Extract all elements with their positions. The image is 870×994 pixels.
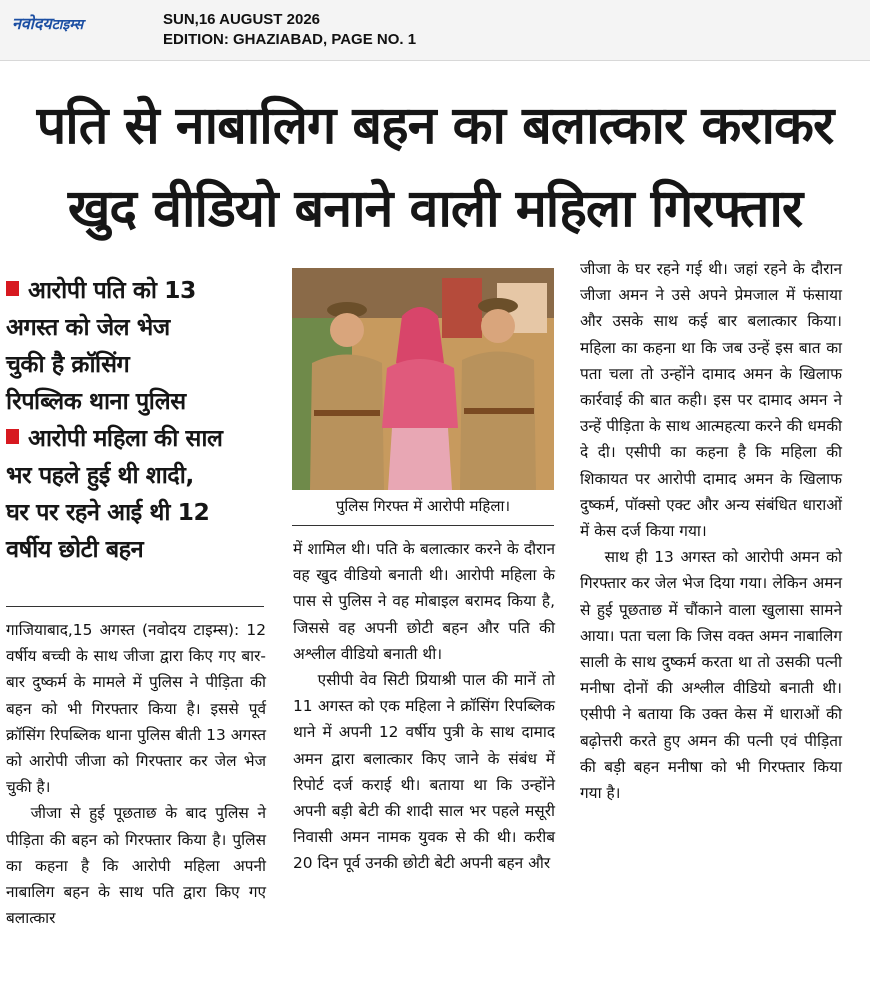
red-square-bullet-icon: [6, 281, 19, 296]
highlight-line: भर पहले हुई थी शादी,: [6, 461, 194, 489]
highlight-line: चुकी है क्रॉसिंग: [6, 350, 130, 378]
highlight-line: आरोपी महिला की साल: [28, 424, 223, 452]
article-paragraph: में शामिल थी। पति के बलात्कार करने के दौरान वह खुद वीडियो बनाती थी। आरोपी महिला के पास से पुलिस ने वह मोबाइल बरामद किया है, जिससे वह अपनी छोटी बहन और पति की अश्लील वीडियो बनाती थी।: [293, 540, 555, 663]
highlights-box: [6, 272, 271, 568]
highlight-line: रिपब्लिक थाना पुलिस: [6, 387, 186, 415]
highlight-line: घर पर रहने आई थी 12: [6, 498, 210, 526]
edition-page: EDITION: GHAZIABAD, PAGE NO. 1: [163, 31, 417, 48]
highlight-item: [6, 272, 271, 420]
highlight-line: वर्षीय छोटी बहन: [6, 535, 144, 563]
article-paragraph: जीजा से हुई पूछताछ के बाद पुलिस ने पीड़िता की बहन को गिरफ्तार किया है। पुलिस का कहना है कि आरोपी महिला अपनी नाबालिग बहन के साथ पति द्वारा किए गए बलात्कार: [6, 804, 266, 928]
page-header: [0, 0, 870, 61]
article-paragraph: गाजियाबाद,15 अगस्त (नवोदय टाइम्स): 12 वर्षीय बच्ची के साथ जीजा द्वारा किए गए बार-बार दुष्कर्म के मामले में पुलिस ने पीड़िता की बहन को भी गिरफ्तार किया है। इससे पूर्व क्रॉसिंग रिपब्लिक थाना पुलिस बीती 13 अगस्त को आरोपी जीजा को गिरफ्तार कर जेल भेज चुकी है।: [6, 621, 266, 797]
newspaper-logo[interactable]: [12, 12, 83, 34]
article-column-1: [6, 617, 266, 931]
publication-date: SUN,16 AUGUST 2026: [163, 11, 321, 28]
red-square-bullet-icon: [6, 429, 19, 444]
news-photo: [292, 268, 554, 490]
police-officers-photo-icon: [292, 268, 554, 490]
edition-info: [163, 10, 416, 50]
logo-sub: टाइम्स: [51, 17, 84, 33]
headline-line-1: पति से नाबालिग बहन का बलात्कार कराकर: [36, 96, 834, 156]
article-paragraph: एसीपी वेव सिटी प्रियाश्री पाल की मानें तो 11 अगस्त को एक महिला ने क्रॉसिंग रिपब्लिक थाने में अपनी 12 वर्षीय पुत्री के साथ दामाद अमन द्वारा बलात्कार किए जाने के संबंध में रिपोर्ट दर्ज कराई थी। बताया था कि उन्होंने अपनी बड़ी बेटी की शादी साल भर पहले मसूरी निवासी अमन नामक युवक से की थी। करीब 20 दिन पूर्व उनकी छोटी बेटी अपनी बहन और: [293, 671, 555, 873]
highlight-item: [6, 420, 271, 568]
divider: [6, 606, 264, 607]
article-paragraph: साथ ही 13 अगस्त को आरोपी अमन को गिरफ्तार कर जेल भेज दिया गया। लेकिन अमन से हुई पूछताछ में चौंकाने वाला खुलासा सामने आया। पता चला कि जिस वक्त अमन नाबालिग साली के साथ दुष्कर्म करता था तो उसकी पत्नी मनीषा दोनों की अश्लील वीडियो बनाती थी। एसीपी ने बताया कि उक्त केस में धाराओं की बढ़ोत्तरी करते हुए अमन की पत्नी एवं पीड़िता की बड़ी बहन मनीषा को भी गिरफ्तार किया गया है।: [580, 548, 842, 803]
logo-main: नवोदय: [12, 14, 52, 33]
article-column-3: [580, 256, 842, 806]
divider: [292, 525, 554, 526]
photo-caption: पुलिस गिरफ्त में आरोपी महिला।: [335, 497, 511, 515]
highlight-line: आरोपी पति को 13: [28, 276, 196, 304]
headline-line-2: खुद वीडियो बनाने वाली महिला गिरफ्तार: [67, 179, 803, 239]
article-paragraph: जीजा के घर रहने गई थी। जहां रहने के दौरान जीजा अमन ने उसे अपने प्रेमजाल में फंसाया और उसके साथ कई बार बलात्कार किया। महिला का कहना था कि जब उन्हें इस बात का पता चला तो उन्होंने दामाद अमन के खिलाफ कार्रवाई की बात कही। इस पर दामाद अमन ने उन्हें पीड़िता के साथ आत्महत्या करने की धमकी दे दी। एसीपी का कहना है कि महिला की शिकायत पर आरोपी दामाद अमन के खिलाफ दुष्कर्म, पॉक्सो एक्ट और अन्य संबंधित धाराओं में केस दर्ज किया गया।: [580, 260, 842, 541]
highlight-line: अगस्त को जेल भेज: [6, 313, 170, 341]
article-column-2: [293, 536, 555, 877]
